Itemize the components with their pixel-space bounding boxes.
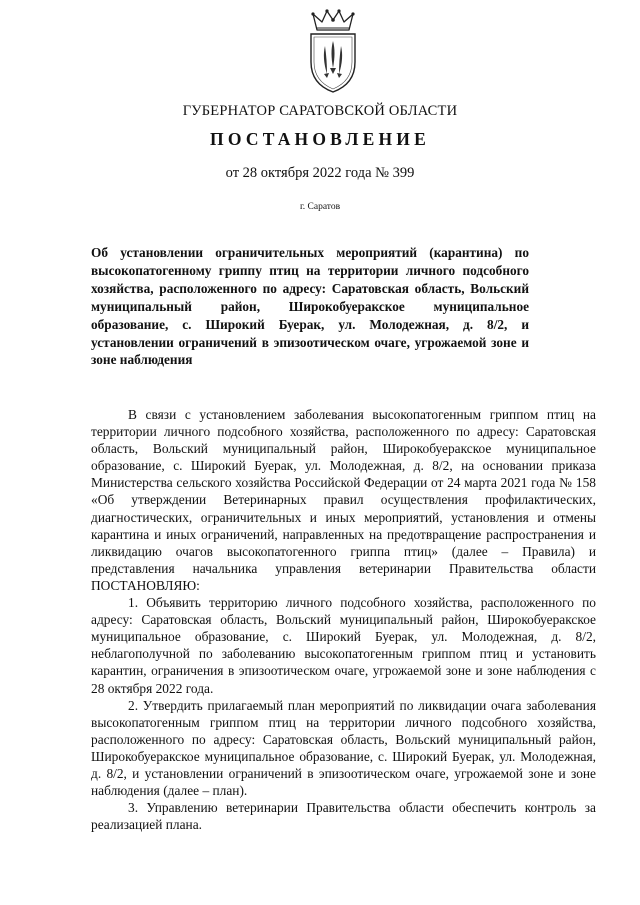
document-city: г. Саратов [299, 202, 341, 212]
document-type: ПОСТАНОВЛЕНИЕ [210, 129, 430, 149]
item-1-paragraph: 1. Объявить территорию личного подсобного хозяйства, расположенного по адресу: Саратовская область, Вольский муниципальный район, Широкобуеракское муниципальное образование, с. Широкий Буерак, ул. Молодежная, д. 8/2, неблагополучной по заболеванию высокопатогенным гриппом птиц и установить карантин, ограничения в эпизоотическом очаге, угрожаемой зоне и зоне наблюдения с 28 октября 2022 года. [91, 595, 596, 696]
item-3-paragraph: 3. Управлению ветеринарии Правительства области обеспечить контроль за реализацией плана. [91, 800, 596, 833]
issuing-authority: ГУБЕРНАТОР САРАТОВСКОЙ ОБЛАСТИ [182, 103, 458, 119]
document-body [91, 406, 596, 833]
document-title: Об установлении ограничительных мероприятий (карантина) по высокопатогенному гриппу птиц на территории личного подсобного хозяйства, расположенного по адресу: Саратовская область, Вольский муниципальный район, Широкобуеракское муниципальное образование, с. Широкий Буерак, ул. Молодежная, д. 8/2, и установлении ограничений в эпизоотическом очаге, угрожаемой зоне и зоне наблюдения [91, 245, 529, 368]
saratov-coat-of-arms-icon [300, 8, 366, 94]
preamble-paragraph: В связи с установлением заболевания высокопатогенным гриппом птиц на территории личного подсобного хозяйства, расположенного по адресу: Саратовская область, Вольский муниципальный район, Широкобуеракское муниципальное образование, с. Широкий Буерак, ул. Молодежная, д. 8/2, на основании приказа Министерства сельского хозяйства Российской Федерации от 24 марта 2021 года № 158 «Об утверждении Ветеринарных правил осуществления профилактических, диагностических, ограничительных и иных мероприятий, установления и отмены карантина и иных ограничений, направленных на предотвращение распространения и ликвидацию очагов высокопатогенного гриппа птиц» (далее – Правила) и представления начальника управления ветеринарии Правительства области ПОСТАНОВЛЯЮ: [91, 407, 596, 593]
document-date-number: от 28 октября 2022 года № 399 [225, 165, 415, 181]
item-2-paragraph: 2. Утвердить прилагаемый план мероприятий по ликвидации очага заболевания высокопатогенным гриппом птиц на территории личного подсобного хозяйства, расположенного по адресу: Саратовская область, Вольский муниципальный район, Широкобуеракское муниципальное образование, с. Широкий Буерак, ул. Молодежная, д. 8/2, и установлении ограничений в эпизоотическом очаге, угрожаемой зоне и зоне наблюдения (далее – план). [91, 697, 596, 799]
